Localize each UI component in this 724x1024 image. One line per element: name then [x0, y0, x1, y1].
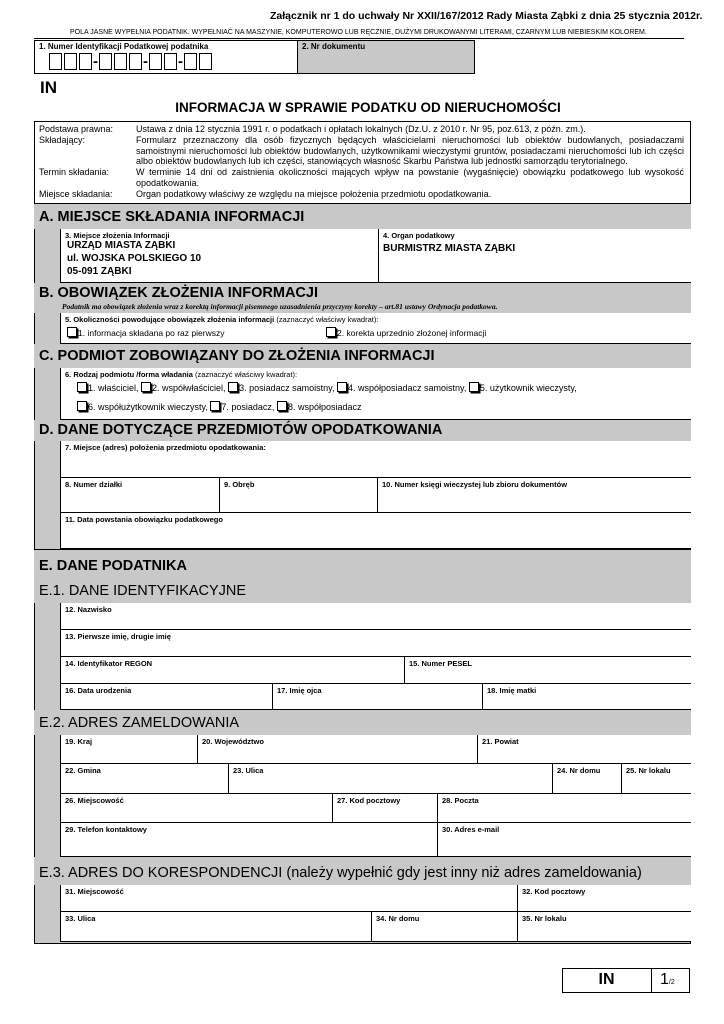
field-5-hint: (zaznaczyć właściwy kwadrat): [276, 315, 379, 324]
field-28-post-office[interactable] [437, 794, 691, 823]
field-3-label: 3. Miejsce złożenia Informacji [65, 231, 170, 240]
section-e1-title: E.1. DANE IDENTYFIKACYJNE [39, 583, 247, 599]
field-6-label-wrap [65, 370, 297, 379]
field-10-land-register[interactable] [377, 478, 691, 513]
checkbox-icon[interactable] [469, 382, 479, 392]
field-7-location[interactable] [60, 441, 691, 478]
field-24-label: 24. Nr domu [557, 766, 601, 775]
option-perpetual-user[interactable] [469, 383, 577, 393]
field-4-value: BURMISTRZ MIASTA ZĄBKI [383, 243, 516, 254]
field-25-apartment-number[interactable] [621, 764, 691, 794]
field-31-town[interactable] [60, 885, 517, 912]
attachment-header: Załącznik nr 1 do uchwały Nr XXII/167/2012 Rady Miasta Ząbki z dnia 25 stycznia 2012r. [270, 10, 703, 22]
page-total: /2 [668, 979, 675, 986]
entity-type-row-1 [77, 382, 577, 393]
option-first-filing[interactable] [67, 327, 224, 338]
footer-form-code: IN [598, 971, 615, 988]
field-30-label: 30. Adres e-mail [442, 825, 500, 834]
field-18-label: 18. Imię matki [487, 686, 537, 695]
checkbox-icon[interactable] [141, 382, 151, 392]
field-35-apartment-number[interactable] [517, 912, 691, 942]
field-20-label: 20. Województwo [202, 737, 264, 746]
field-32-label: 32. Kod pocztowy [522, 887, 586, 896]
document-number-field [298, 40, 475, 74]
section-d-title: D. DANE DOTYCZĄCE PRZEDMIOTÓW OPODATKOWANIA [39, 422, 443, 438]
field-22-municipality[interactable] [60, 764, 228, 794]
legal-basis-label: Podstawa prawna: [39, 124, 114, 134]
checkbox-icon[interactable] [337, 382, 347, 392]
field-6-label: 6. Rodzaj podmiotu /forma władania [65, 370, 193, 379]
section-e2-title: E.2. ADRES ZAMELDOWANIA [39, 715, 240, 731]
field-23-street[interactable] [228, 764, 552, 794]
field-26-town[interactable] [60, 794, 332, 823]
field-15-label: 15. Numer PESEL [409, 659, 472, 668]
checkbox-icon[interactable] [77, 401, 87, 411]
deadline-text: W terminie 14 dni od zaistnienia okoliczności mających wpływ na powstanie (wygaśnięcie) obowiązku podatkowego lub wysokość opodatkowania. [136, 167, 684, 188]
field-8-label: 8. Numer działki [65, 480, 123, 489]
section-d-header [34, 420, 691, 441]
field-32-postal-code[interactable] [517, 885, 691, 912]
field-4-tax-office [378, 229, 691, 283]
field-9-precinct[interactable] [219, 478, 377, 513]
checkbox-icon[interactable] [277, 401, 287, 411]
field-3-place-of-filing [60, 229, 378, 283]
field-26-label: 26. Miejscowość [65, 796, 124, 805]
top-rule [34, 38, 684, 39]
filer-label: Składający: [39, 135, 86, 145]
option-independent-co-possessor[interactable] [337, 383, 466, 393]
field-9-label: 9. Obręb [224, 480, 255, 489]
checkbox-icon[interactable] [67, 327, 77, 337]
deadline-label: Termin składania: [39, 167, 110, 177]
field-8-plot-number[interactable] [60, 478, 219, 513]
footer-form-code-box [562, 968, 652, 993]
checkbox-icon[interactable] [77, 382, 87, 392]
field-6-entity-type [60, 368, 691, 420]
field-21-label: 21. Powiat [482, 737, 519, 746]
footer-page-box [652, 968, 690, 993]
field-5-label: 5. Okoliczności powodujące obowiązek złożenia informacji [65, 315, 275, 324]
option-1-label: 1. informacja składana po raz pierwszy [78, 328, 225, 338]
field-20-voivodeship[interactable] [197, 735, 477, 764]
field-15-pesel[interactable] [404, 657, 691, 684]
legal-basis-text: Ustawa z dnia 12 stycznia 1991 r. o podatkach i opłatach lokalnych (Dz.U. z 2010 r. Nr 95, poz.613, z późn. zm.). [136, 124, 586, 134]
option-possessor[interactable] [210, 402, 274, 412]
field-14-label: 14. Identyfikator REGON [65, 659, 153, 668]
field-34-house-number[interactable] [371, 912, 517, 942]
checkbox-icon[interactable] [326, 327, 336, 337]
field-29-phone[interactable] [60, 823, 437, 857]
option-independent-possessor[interactable] [228, 383, 334, 393]
field-7-label: 7. Miejsce (adres) położenia przedmiotu opodatkowania: [65, 443, 266, 452]
option-perpetual-user-label: 5. użytkownik wieczysty, [479, 383, 577, 393]
field-28-label: 28. Poczta [442, 796, 479, 805]
field-35-label: 35. Nr lokalu [522, 914, 567, 923]
field-5-label-wrap [65, 315, 378, 324]
field-17-father-name[interactable] [272, 684, 482, 710]
option-independent-possessor-label: 3. posiadacz samoistny, [239, 383, 335, 393]
section-a-title: A. MIEJSCE SKŁADANIA INFORMACJI [39, 209, 305, 225]
section-e3-header [34, 857, 691, 885]
option-perpetual-co-user-label: 6. współużytkownik wieczysty, [88, 402, 208, 412]
section-b-title: B. OBOWIĄZEK ZŁOŻENIA INFORMACJI [39, 285, 318, 301]
option-2-label: 2. korekta uprzednio złożonej informacji [337, 328, 487, 338]
field-29-label: 29. Telefon kontaktowy [65, 825, 147, 834]
section-b-header [34, 283, 691, 313]
field-33-label: 33. Ulica [65, 914, 96, 923]
section-e3-title: E.3. ADRES DO KORESPONDENCJI (należy wypełnić gdy jest inny niż adres zameldowania) [39, 865, 642, 881]
field-33-street[interactable] [60, 912, 371, 942]
option-possessor-label: 7. posiadacz, [221, 402, 275, 412]
field-13-first-names[interactable] [60, 630, 691, 657]
section-c-header [34, 344, 691, 368]
field-5-circumstances [60, 313, 691, 344]
field-11-obligation-date[interactable] [60, 513, 691, 549]
option-co-owner-label: 2. współwłaściciel, [152, 383, 226, 393]
field-3-line-1: URZĄD MIASTA ZĄBKI [67, 240, 176, 251]
option-perpetual-co-user[interactable] [77, 402, 208, 412]
nip-label: 1. Numer Identyfikacji Podatkowej podatnika [39, 42, 209, 51]
checkbox-icon[interactable] [228, 382, 238, 392]
option-co-owner[interactable] [141, 383, 226, 393]
field-10-label: 10. Numer księgi wieczystej lub zbioru dokumentów [382, 480, 568, 489]
field-13-label: 13. Pierwsze imię, drugie imię [65, 632, 171, 641]
filer-text: Formularz przeznaczony dla osób fizycznych będących właścicielami nieruchomości lub obiektów budowlanych, posiadaczami samoistnymi nieruchomości lub obiektów budowlanych, użytkownikami wieczystymi gruntów, posiadaczami nieruchomości lub ich części albo obiektów budowlanych lub ich części, stanowiących własność Skarbu Państwa lub jednostki samorządu terytorialnego. [136, 135, 684, 166]
option-owner-label: 1. właściciel, [88, 383, 139, 393]
field-18-mother-name[interactable] [482, 684, 691, 710]
field-21-district[interactable] [477, 735, 691, 764]
field-30-email[interactable] [437, 823, 691, 857]
option-independent-co-possessor-label: 4. współposiadacz samoistny, [347, 383, 467, 393]
page-current: 1 [660, 971, 669, 988]
field-4-label: 4. Organ podatkowy [383, 231, 455, 240]
field-16-birth-date[interactable] [60, 684, 272, 710]
entity-type-row-2 [77, 401, 362, 412]
field-23-label: 23. Ulica [233, 766, 264, 775]
field-6-hint: (zaznaczyć właściwy kwadrat): [195, 370, 298, 379]
field-12-label: 12. Nazwisko [65, 605, 112, 614]
section-a-header [34, 203, 691, 229]
field-17-label: 17. Imię ojca [277, 686, 322, 695]
field-11-label: 11. Data powstania obowiązku podatkowego [65, 515, 223, 524]
field-14-regon[interactable] [60, 657, 404, 684]
field-16-label: 16. Data urodzenia [65, 686, 132, 695]
field-27-postal-code[interactable] [332, 794, 437, 823]
section-e-header [34, 549, 691, 579]
place-text: Organ podatkowy właściwy ze względu na miejsce położenia przedmiotu opodatkowania. [136, 189, 492, 199]
nip-field[interactable] [34, 40, 298, 74]
field-22-label: 22. Gmina [65, 766, 101, 775]
footer-page-number [660, 971, 675, 989]
option-co-possessor[interactable] [277, 402, 362, 412]
section-e2-header [34, 710, 691, 735]
field-3-line-2: ul. WOJSKA POLSKIEGO 10 [67, 253, 202, 264]
field-34-label: 34. Nr domu [376, 914, 420, 923]
option-owner[interactable] [77, 383, 139, 393]
nip-boxes[interactable]: - - - [49, 53, 214, 71]
document-number-label: 2. Nr dokumentu [302, 42, 366, 51]
field-12-surname[interactable] [60, 603, 691, 630]
field-24-house-number[interactable] [552, 764, 621, 794]
field-3-line-3: 05-091 ZĄBKI [67, 266, 132, 277]
field-25-label: 25. Nr lokalu [626, 766, 671, 775]
option-co-possessor-label: 8. współposiadacz [287, 402, 362, 412]
section-e1-header [34, 579, 691, 603]
option-correction[interactable] [326, 327, 486, 338]
field-27-label: 27. Kod pocztowy [337, 796, 401, 805]
section-e-title: E. DANE PODATNIKA [39, 558, 187, 574]
field-19-label: 19. Kraj [65, 737, 93, 746]
field-19-country[interactable] [60, 735, 197, 764]
form-title: INFORMACJA W SPRAWIE PODATKU OD NIERUCHOMOŚCI [175, 100, 561, 115]
place-label: Miejsce składania: [39, 189, 113, 199]
form-code: IN [40, 78, 57, 97]
section-b-note: Podatnik ma obowiązek złożenia wraz z korektą informacji pisemnego uzasadnienia przyczyny korekty – art.81 ustawy Ordynacja podatkowa. [62, 302, 498, 311]
checkbox-icon[interactable] [210, 401, 220, 411]
section-c-title: C. PODMIOT ZOBOWIĄZANY DO ZŁOŻENIA INFORMACJI [39, 348, 435, 364]
field-31-label: 31. Miejscowość [65, 887, 124, 896]
instruction-note: POLA JASNE WYPEŁNIA PODATNIK. WYPEŁNIAĆ NA MASZYNIE, KOMPUTEROWO LUB RĘCZNIE, DUŻYMI DRUKOWANYMI LITERAMI, CZARNYM LUB NIEBIESKIM KOLOREM. [70, 29, 647, 36]
